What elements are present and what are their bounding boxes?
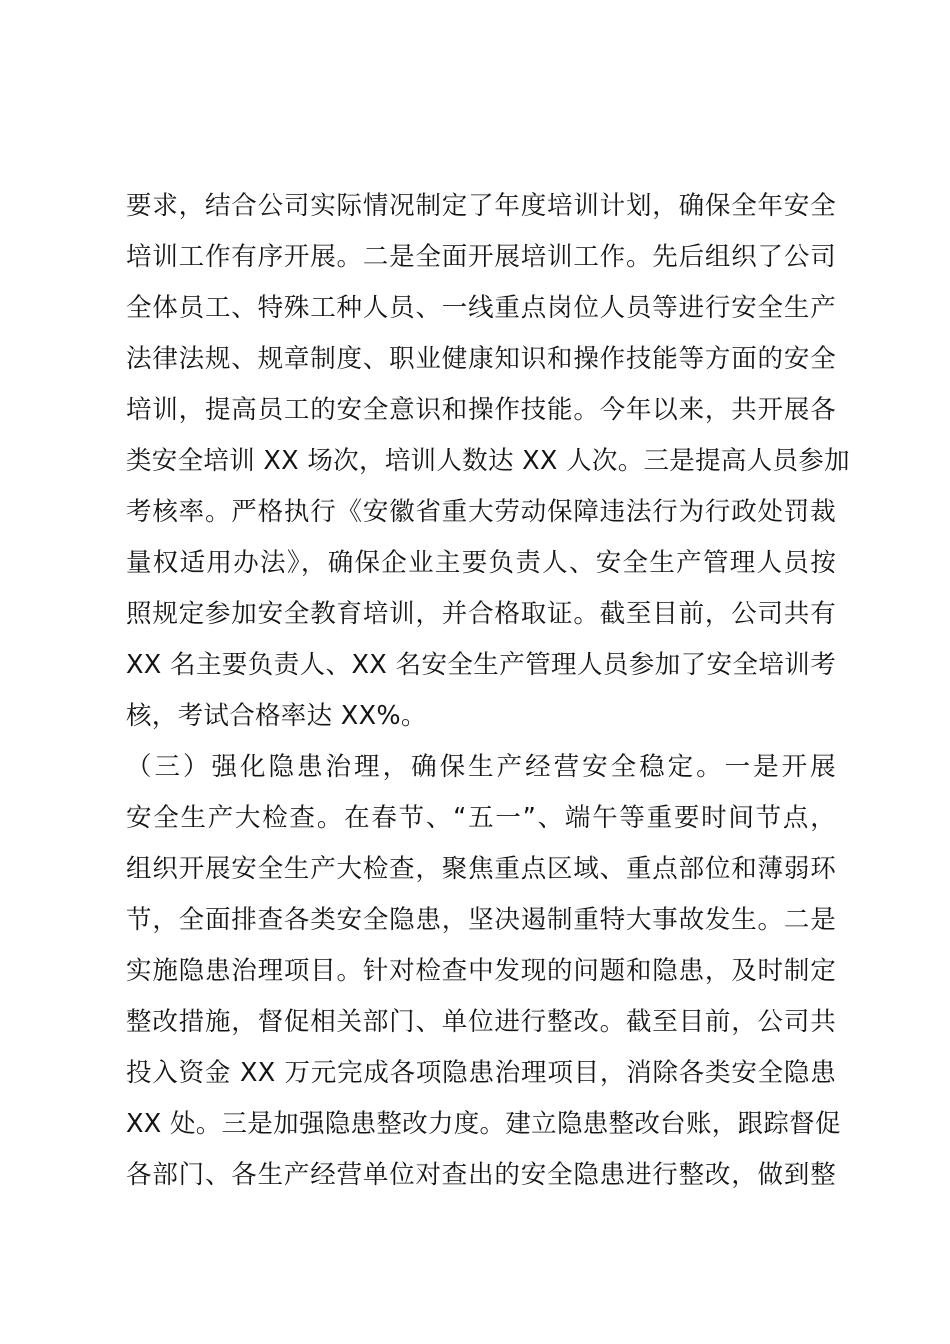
text-line-9: 照规定参加安全教育培训，并合格取证。截至目前，公司共有 <box>126 599 836 629</box>
text-line-14: 组织开展安全生产大检查，聚焦重点区域、重点部位和薄弱环 <box>126 854 836 884</box>
text-line-19: XX 处。三是加强隐患整改力度。建立隐患整改台账，跟踪督促 <box>126 1109 841 1139</box>
text-line-2: 培训工作有序开展。二是全面开展培训工作。先后组织了公司 <box>126 242 836 272</box>
text-line-1: 要求，结合公司实际情况制定了年度培训计划，确保全年安全 <box>126 191 836 221</box>
text-line-20: 各部门、各生产经营单位对查出的安全隐患进行整改，做到整 <box>126 1160 836 1190</box>
text-line-5: 培训，提高员工的安全意识和操作技能。今年以来，共开展各 <box>126 395 836 425</box>
text-line-15: 节，全面排查各类安全隐患，坚决遏制重特大事故发生。二是 <box>126 905 836 935</box>
text-line-13: 安全生产大检查。在春节、“五一”、端午等重要时间节点， <box>126 803 836 833</box>
text-line-7: 考核率。严格执行《安徽省重大劳动保障违法行为行政处罚裁 <box>126 497 836 527</box>
text-line-6: 类安全培训 XX 场次，培训人数达 XX 人次。三是提高人员参加 <box>126 446 850 476</box>
text-line-3: 全体员工、特殊工种人员、一线重点岗位人员等进行安全生产 <box>126 293 836 323</box>
text-line-11: 核，考试合格率达 XX%。 <box>126 701 427 731</box>
text-line-18: 投入资金 XX 万元完成各项隐患治理项目，消除各类安全隐患 <box>126 1058 836 1088</box>
text-line-17: 整改措施，督促相关部门、单位进行整改。截至目前，公司共 <box>126 1007 836 1037</box>
text-line-8: 量权适用办法》，确保企业主要负责人、安全生产管理人员按 <box>126 548 836 578</box>
text-line-12: （三）强化隐患治理，确保生产经营安全稳定。一是开展 <box>126 752 836 782</box>
text-line-16: 实施隐患治理项目。针对检查中发现的问题和隐患，及时制定 <box>126 956 836 986</box>
text-line-10: XX 名主要负责人、XX 名安全生产管理人员参加了安全培训考 <box>126 650 836 680</box>
text-line-4: 法律法规、规章制度、职业健康知识和操作技能等方面的安全 <box>126 344 836 374</box>
